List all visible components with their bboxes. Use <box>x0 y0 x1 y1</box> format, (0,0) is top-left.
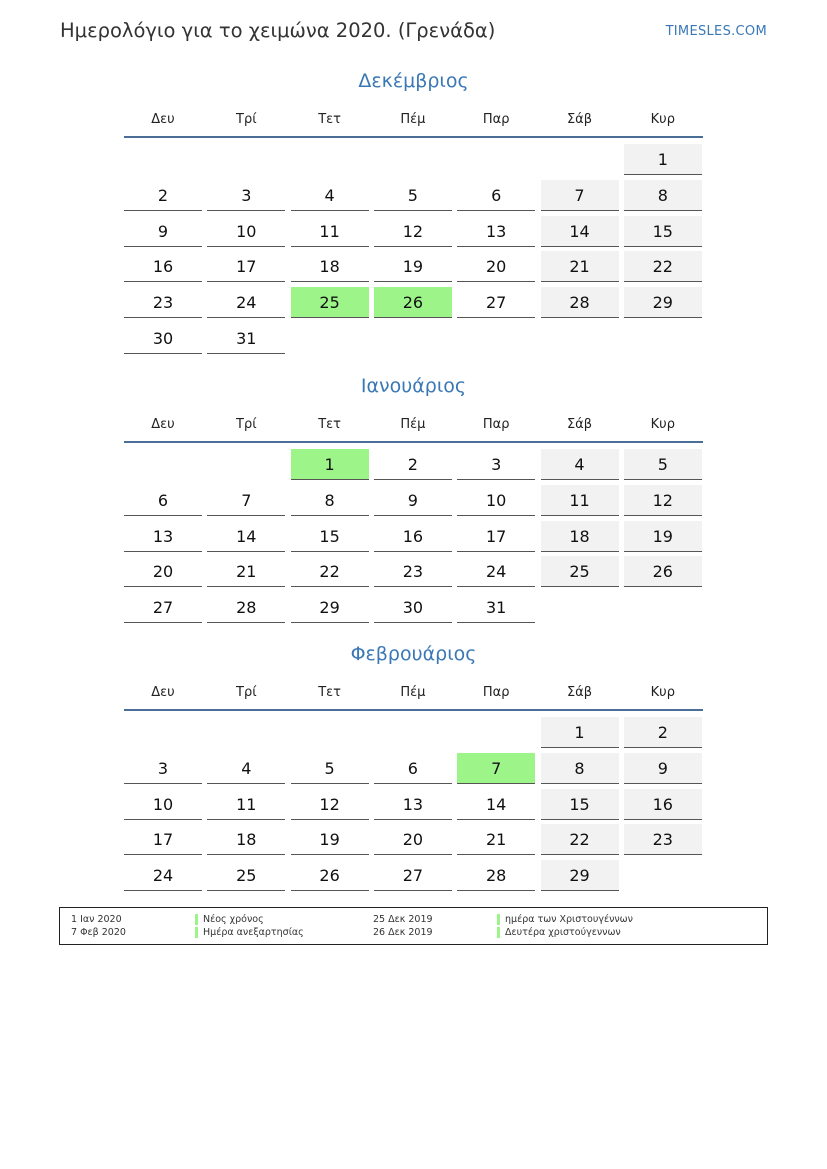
day-cell: 30 <box>374 592 452 623</box>
day-cell: 6 <box>374 753 452 784</box>
day-cell: 18 <box>207 824 285 855</box>
holiday-day-cell: 7 <box>457 753 535 784</box>
day-cell: 5 <box>624 449 702 480</box>
day-cell: 4 <box>291 180 369 211</box>
day-cell: 24 <box>207 287 285 318</box>
weekday-label: Σάβ <box>566 685 593 700</box>
day-cell: 12 <box>291 789 369 820</box>
day-cell: 12 <box>374 216 452 247</box>
weekday-label: Τρί <box>236 685 257 700</box>
day-cell: 11 <box>207 789 285 820</box>
day-cell: 2 <box>124 180 202 211</box>
day-cell: 9 <box>124 216 202 247</box>
day-cell: 22 <box>291 556 369 587</box>
weekday-header <box>124 112 703 132</box>
weekday-label: Παρ <box>482 417 510 432</box>
day-cell: 21 <box>207 556 285 587</box>
weekday-label: Σάβ <box>566 112 593 127</box>
legend-color-swatch <box>497 927 500 938</box>
month-name: Ιανουάριος <box>360 375 467 397</box>
day-cell: 14 <box>457 789 535 820</box>
weekday-label: Δευ <box>151 685 175 700</box>
day-cell: 24 <box>124 860 202 891</box>
legend-date: 26 Δεκ 2019 <box>373 927 433 938</box>
day-cell: 21 <box>457 824 535 855</box>
day-cell: 5 <box>374 180 452 211</box>
day-cell: 2 <box>624 717 702 748</box>
day-cell: 15 <box>541 789 619 820</box>
holiday-legend <box>59 907 768 945</box>
weekday-label: Κυρ <box>650 112 675 127</box>
weekday-label: Τετ <box>318 112 341 127</box>
month-name: Φεβρουάριος <box>350 643 477 665</box>
day-cell: 31 <box>207 323 285 354</box>
day-cell: 17 <box>457 521 535 552</box>
day-cell: 17 <box>207 251 285 282</box>
day-cell: 19 <box>624 521 702 552</box>
legend-color-swatch <box>195 914 198 925</box>
weekday-label: Σάβ <box>566 417 593 432</box>
day-cell: 29 <box>541 860 619 891</box>
legend-holiday-name: Νέος χρόνος <box>203 914 264 925</box>
day-cell: 20 <box>457 251 535 282</box>
legend-date: 25 Δεκ 2019 <box>373 914 433 925</box>
day-cell: 8 <box>541 753 619 784</box>
weekday-header <box>124 685 703 705</box>
weekday-label: Δευ <box>151 112 175 127</box>
day-cell: 14 <box>207 521 285 552</box>
weekday-label: Δευ <box>151 417 175 432</box>
day-cell: 30 <box>124 323 202 354</box>
weekday-label: Παρ <box>482 112 510 127</box>
day-cell: 15 <box>291 521 369 552</box>
day-cell: 25 <box>207 860 285 891</box>
day-cell: 13 <box>124 521 202 552</box>
legend-holiday-name: Ημέρα ανεξαρτησίας <box>203 927 304 938</box>
weekday-label: Κυρ <box>650 685 675 700</box>
legend-holiday-name: Δευτέρα χριστούγεννων <box>505 927 621 938</box>
weekday-label: Παρ <box>482 685 510 700</box>
day-cell: 1 <box>541 717 619 748</box>
day-cell: 17 <box>124 824 202 855</box>
day-cell: 18 <box>291 251 369 282</box>
legend-date: 7 Φεβ 2020 <box>71 927 126 938</box>
day-cell: 6 <box>124 485 202 516</box>
day-cell: 8 <box>291 485 369 516</box>
legend-color-swatch <box>195 927 198 938</box>
day-cell: 16 <box>124 251 202 282</box>
day-cell: 7 <box>207 485 285 516</box>
day-cell: 11 <box>541 485 619 516</box>
day-cell: 14 <box>541 216 619 247</box>
day-cell: 18 <box>541 521 619 552</box>
day-cell: 9 <box>624 753 702 784</box>
day-cell: 23 <box>624 824 702 855</box>
day-cell: 2 <box>374 449 452 480</box>
header-rule <box>124 709 703 711</box>
weekday-label: Τρί <box>236 417 257 432</box>
legend-holiday-name: ημέρα των Χριστουγέννων <box>505 914 633 925</box>
day-cell: 3 <box>457 449 535 480</box>
day-cell: 26 <box>291 860 369 891</box>
holiday-day-cell: 25 <box>291 287 369 318</box>
month-name: Δεκέμβριος <box>358 70 469 92</box>
day-cell: 23 <box>374 556 452 587</box>
day-cell: 9 <box>374 485 452 516</box>
day-cell: 26 <box>624 556 702 587</box>
day-cell: 10 <box>207 216 285 247</box>
day-cell: 20 <box>124 556 202 587</box>
day-cell: 31 <box>457 592 535 623</box>
day-cell: 7 <box>541 180 619 211</box>
day-cell: 4 <box>207 753 285 784</box>
day-cell: 19 <box>374 251 452 282</box>
day-cell: 8 <box>624 180 702 211</box>
weekday-label: Τρί <box>236 112 257 127</box>
day-cell: 5 <box>291 753 369 784</box>
day-cell: 20 <box>374 824 452 855</box>
page-title: Ημερολόγιο για το χειμώνα 2020. (Γρενάδα) <box>60 19 496 42</box>
legend-date: 1 Ιαν 2020 <box>71 914 122 925</box>
day-cell: 16 <box>624 789 702 820</box>
day-cell: 19 <box>291 824 369 855</box>
day-cell: 3 <box>124 753 202 784</box>
day-cell: 16 <box>374 521 452 552</box>
site-logo[interactable]: TIMESLES.COM <box>665 24 767 39</box>
day-cell: 6 <box>457 180 535 211</box>
day-cell: 23 <box>124 287 202 318</box>
weekday-label: Πέμ <box>400 685 426 700</box>
day-cell: 15 <box>624 216 702 247</box>
legend-color-swatch <box>497 914 500 925</box>
day-cell: 13 <box>374 789 452 820</box>
day-cell: 4 <box>541 449 619 480</box>
weekday-label: Κυρ <box>650 417 675 432</box>
day-cell: 28 <box>457 860 535 891</box>
weekday-header <box>124 417 703 437</box>
day-cell: 24 <box>457 556 535 587</box>
day-cell: 11 <box>291 216 369 247</box>
header-rule <box>124 441 703 443</box>
day-cell: 22 <box>541 824 619 855</box>
weekday-label: Τετ <box>318 417 341 432</box>
day-cell: 22 <box>624 251 702 282</box>
weekday-label: Πέμ <box>400 112 426 127</box>
day-cell: 10 <box>124 789 202 820</box>
day-cell: 21 <box>541 251 619 282</box>
day-cell: 25 <box>541 556 619 587</box>
day-cell: 1 <box>624 144 702 175</box>
holiday-day-cell: 1 <box>291 449 369 480</box>
day-cell: 13 <box>457 216 535 247</box>
day-cell: 27 <box>457 287 535 318</box>
day-cell: 29 <box>291 592 369 623</box>
day-cell: 12 <box>624 485 702 516</box>
weekday-label: Τετ <box>318 685 341 700</box>
header-rule <box>124 136 703 138</box>
weekday-label: Πέμ <box>400 417 426 432</box>
day-cell: 27 <box>124 592 202 623</box>
day-cell: 3 <box>207 180 285 211</box>
day-cell: 28 <box>207 592 285 623</box>
day-cell: 28 <box>541 287 619 318</box>
holiday-day-cell: 26 <box>374 287 452 318</box>
day-cell: 10 <box>457 485 535 516</box>
day-cell: 29 <box>624 287 702 318</box>
day-cell: 27 <box>374 860 452 891</box>
